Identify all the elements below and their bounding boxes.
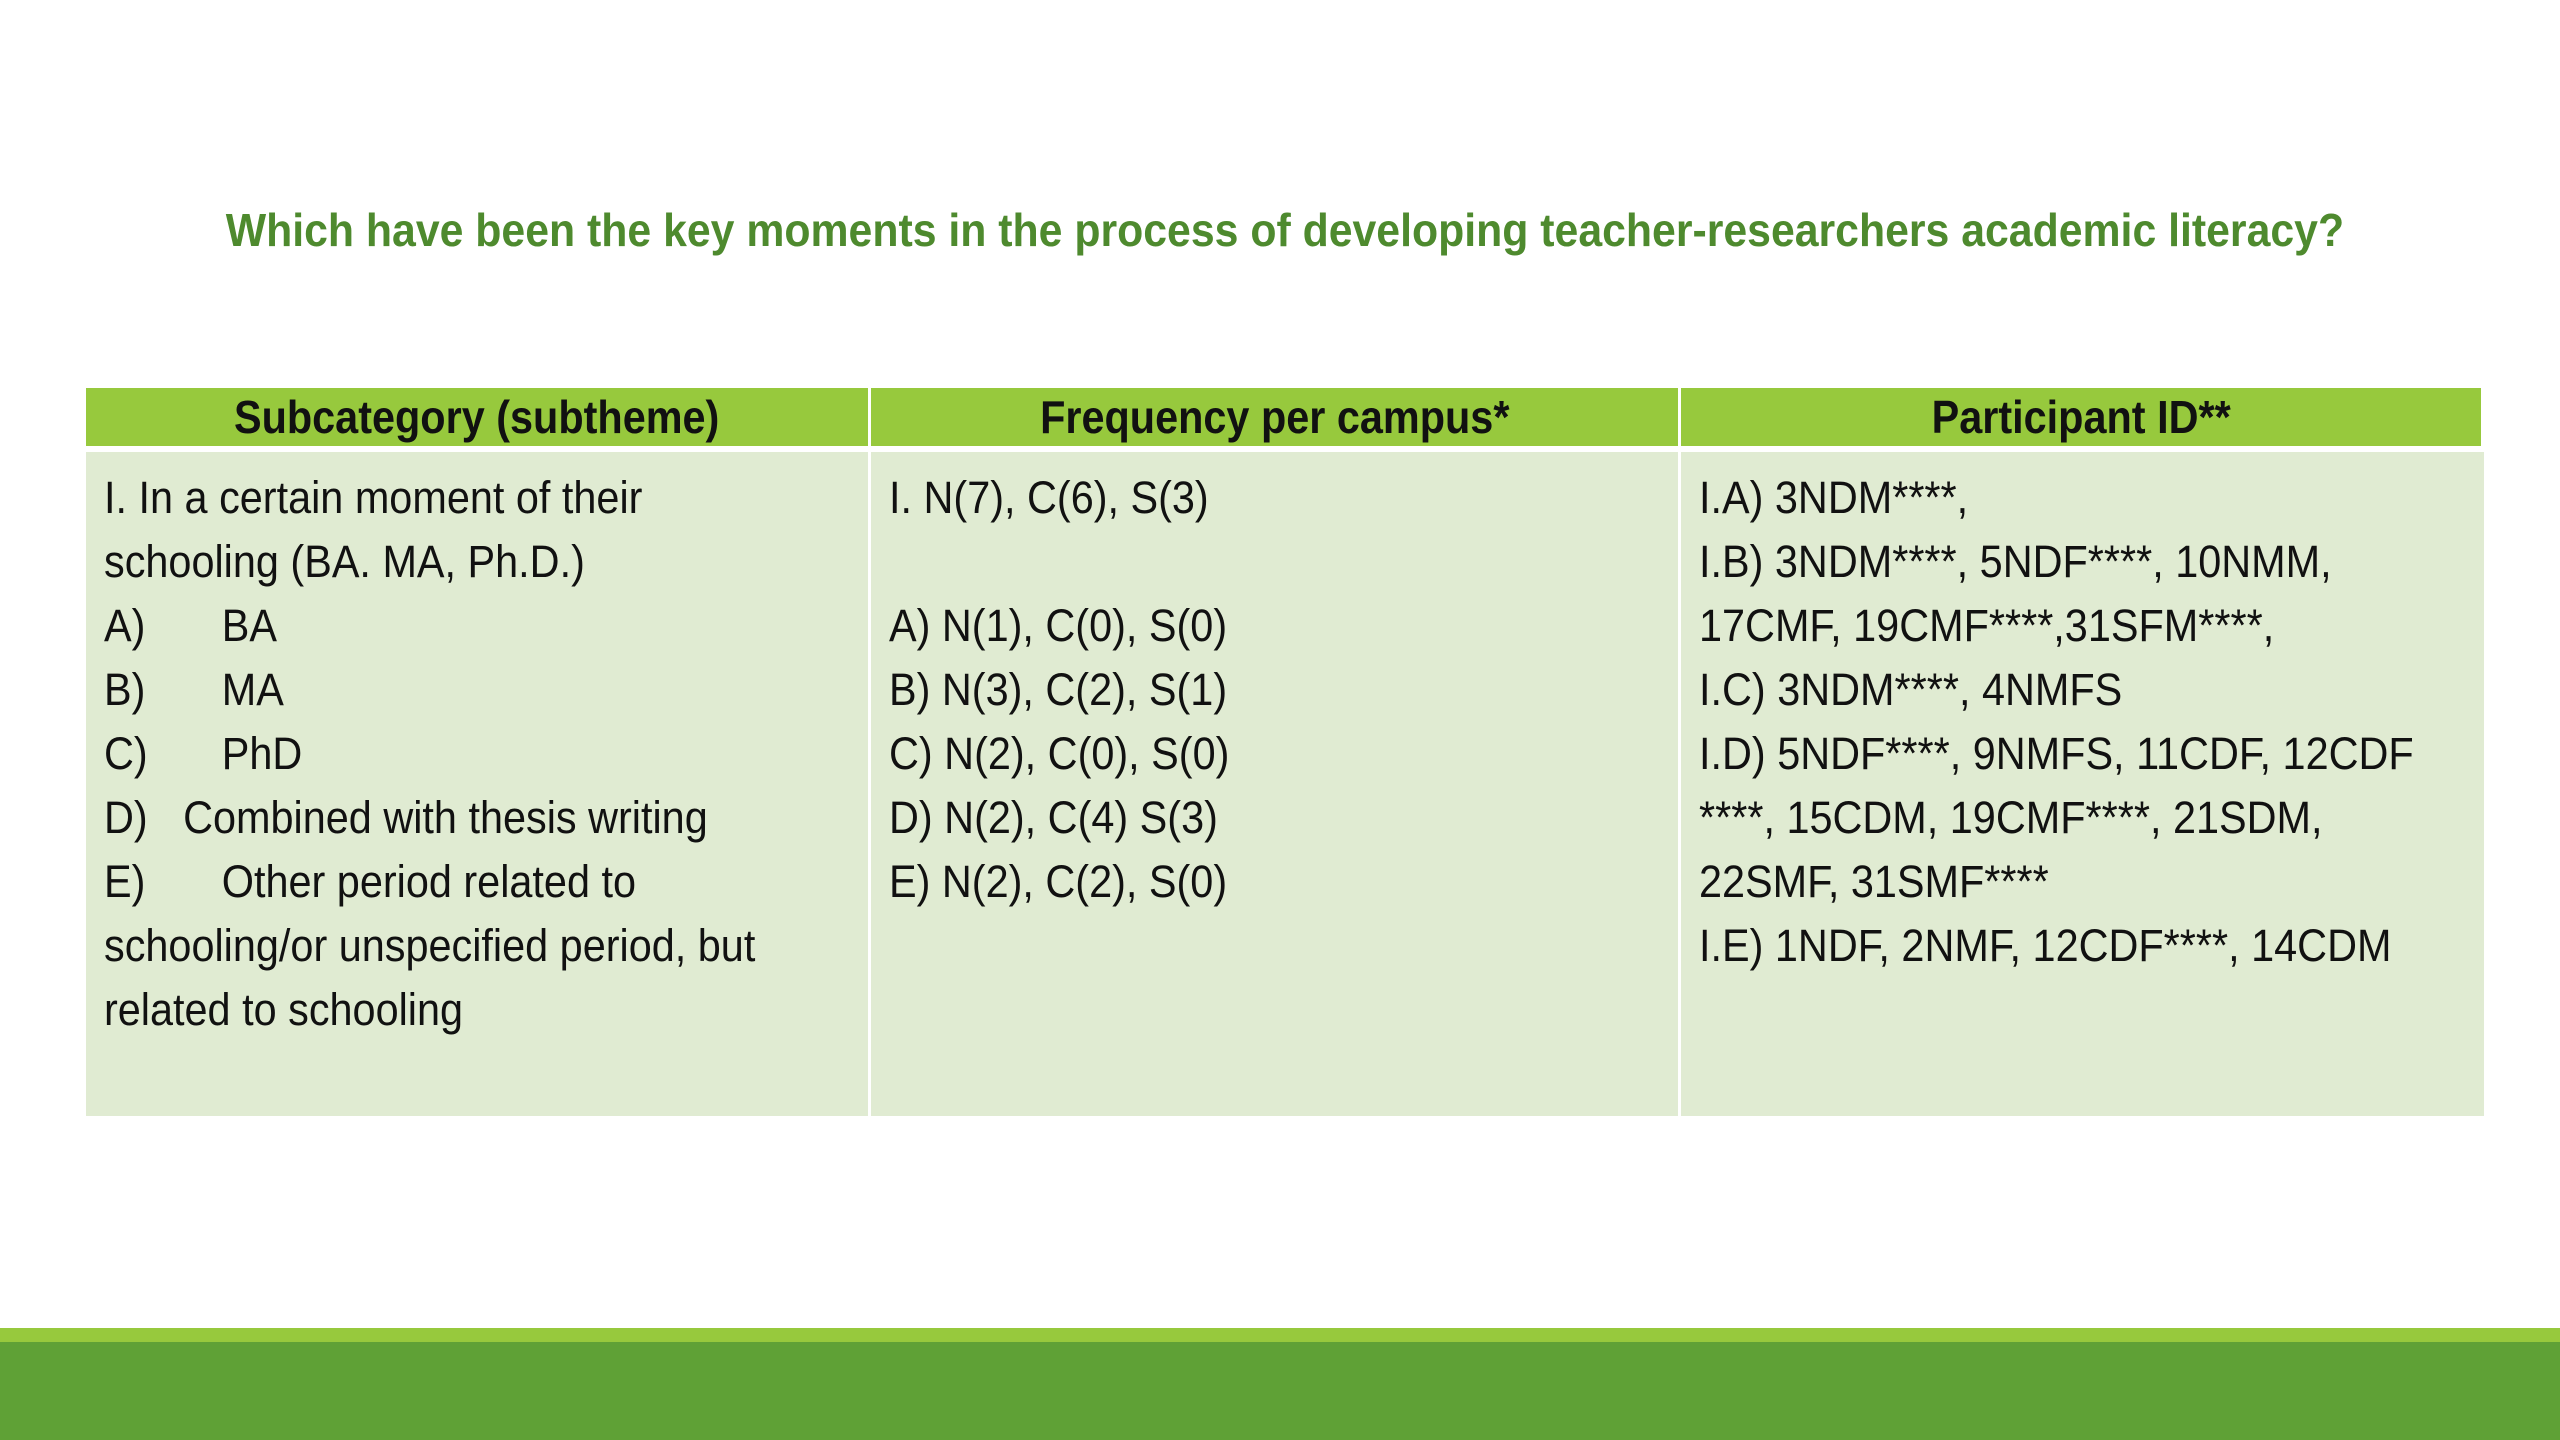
subcategory-line: I. In a certain moment of their bbox=[104, 472, 643, 523]
option-label: MA bbox=[221, 664, 284, 715]
frequency-line bbox=[889, 530, 1600, 594]
participant-line: ****, 15CDM, 19CMF****, 21SDM, bbox=[1699, 792, 2323, 843]
frequency-line: B) N(3), C(2), S(1) bbox=[889, 664, 1228, 715]
column-header-subcategory bbox=[86, 388, 871, 452]
column-header-label: Participant ID** bbox=[1931, 391, 2231, 443]
option-label: Other period related to bbox=[221, 856, 637, 907]
footer-bar bbox=[0, 1342, 2560, 1440]
participant-line: 17CMF, 19CMF****,31SFM****, bbox=[1699, 600, 2275, 651]
frequency-line: C) N(2), C(0), S(0) bbox=[889, 728, 1230, 779]
participant-line: I.B) 3NDM****, 5NDF****, 10NMM, bbox=[1699, 536, 2332, 587]
option-label: Combined with thesis writing bbox=[183, 792, 708, 843]
subcategory-option bbox=[104, 594, 792, 658]
cell-participant-id bbox=[1681, 452, 2484, 1116]
slide-title: Which have been the key moments in the process of developing teacher-researchers academic literacy? bbox=[225, 204, 2345, 256]
participant-line: I.E) 1NDF, 2NMF, 12CDF****, 14CDM bbox=[1699, 920, 2392, 971]
participant-line: I.D) 5NDF****, 9NMFS, 11CDF, 12CDF bbox=[1699, 728, 2414, 779]
subcategory-option bbox=[104, 786, 792, 850]
subcategory-line: schooling (BA. MA, Ph.D.) bbox=[104, 536, 585, 587]
option-letter: D) bbox=[104, 792, 148, 843]
participant-line: I.A) 3NDM****, bbox=[1699, 472, 1969, 523]
participant-line: 22SMF, 31SMF**** bbox=[1699, 856, 2049, 907]
column-header-frequency bbox=[871, 388, 1681, 452]
data-table bbox=[86, 388, 2484, 1116]
subcategory-line: schooling/or unspecified period, but bbox=[104, 920, 756, 971]
footer-accent-stripe bbox=[0, 1328, 2560, 1342]
option-label: BA bbox=[221, 600, 277, 651]
frequency-line: I. N(7), C(6), S(3) bbox=[889, 472, 1209, 523]
participant-line: I.C) 3NDM****, 4NMFS bbox=[1699, 664, 2123, 715]
frequency-line: A) N(1), C(0), S(0) bbox=[889, 600, 1228, 651]
column-header-participant-id bbox=[1681, 388, 2484, 452]
column-header-label: Subcategory (subtheme) bbox=[234, 391, 720, 443]
frequency-line: E) N(2), C(2), S(0) bbox=[889, 856, 1228, 907]
option-letter: A) bbox=[104, 600, 146, 651]
frequency-line: D) N(2), C(4) S(3) bbox=[889, 792, 1218, 843]
option-letter: C) bbox=[104, 728, 148, 779]
cell-subcategory bbox=[86, 452, 871, 1116]
option-letter: E) bbox=[104, 856, 146, 907]
subcategory-line: related to schooling bbox=[104, 984, 464, 1035]
option-label: PhD bbox=[221, 728, 303, 779]
cell-frequency bbox=[871, 452, 1681, 1116]
option-letter: B) bbox=[104, 664, 146, 715]
subcategory-option bbox=[104, 658, 792, 722]
column-header-label: Frequency per campus* bbox=[1039, 391, 1510, 443]
subcategory-option bbox=[104, 850, 792, 914]
subcategory-option bbox=[104, 722, 792, 786]
